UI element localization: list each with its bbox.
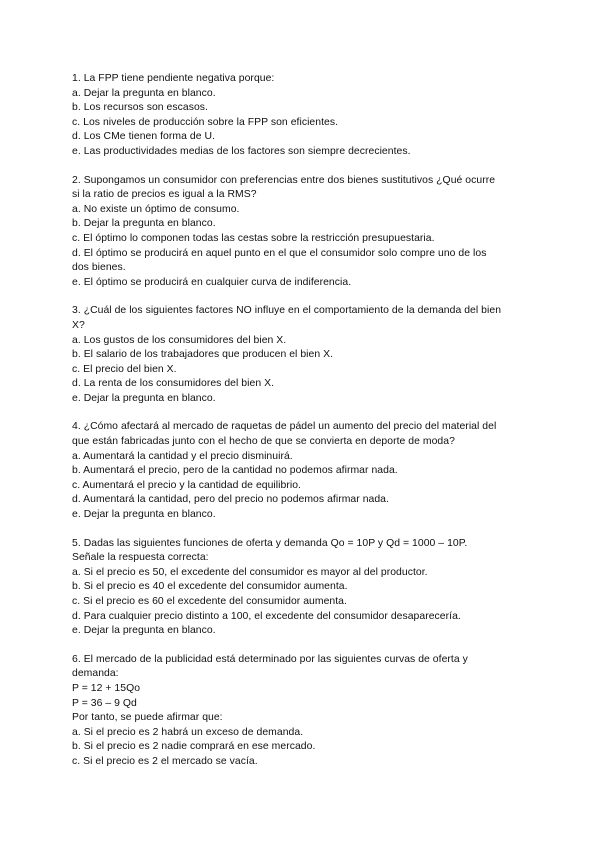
- question-1: [72, 72, 532, 160]
- supply-equation: P = 12 + 15Qo: [72, 682, 141, 694]
- question-text: 4. ¿Cómo afectará al mercado de raquetas de pádel un aumento del precio del material del: [72, 421, 497, 433]
- option-a: a. Si el precio es 50, el excedente del consumidor es mayor al del productor.: [72, 566, 428, 578]
- question-text: 2. Supongamos un consumidor con preferencias entre dos bienes sustitutivos ¿Qué ocurre: [72, 174, 496, 186]
- option-e: e. Dejar la pregunta en blanco.: [72, 509, 216, 521]
- option-a: a. Los gustos de los consumidores del bien X.: [72, 334, 287, 346]
- option-a: a. No existe un óptimo de consumo.: [72, 203, 240, 215]
- option-d: d. La renta de los consumidores del bien X.: [72, 378, 275, 390]
- question-text: 1. La FPP tiene pendiente negativa porque:: [72, 73, 275, 84]
- option-a: a. Si el precio es 2 habrá un exceso de demanda.: [72, 726, 304, 738]
- option-c: c. Aumentará el precio y la cantidad de equilibrio.: [72, 479, 301, 491]
- option-d: d. Para cualquier precio distinto a 100, el excedente del consumidor desaparecería.: [72, 610, 461, 622]
- question-text-continued: demanda:: [72, 668, 119, 680]
- option-c: c. Si el precio es 60 el excedente del consumidor aumenta.: [72, 596, 347, 607]
- question-prompt: Por tanto, se puede afirmar que:: [72, 712, 223, 724]
- option-c: c. Si el precio es 2 el mercado se vacía.: [72, 755, 258, 767]
- exam-page: [72, 72, 532, 784]
- option-b: b. Si el precio es 40 el excedente del consumidor aumenta.: [72, 581, 348, 593]
- demand-equation: P = 36 – 9 Qd: [72, 697, 137, 709]
- option-d: d. El óptimo se producirá en aquel punto en el que el consumidor solo compre uno de los: [72, 247, 487, 259]
- option-b: b. Si el precio es 2 nadie comprará en ese mercado.: [72, 741, 316, 753]
- question-3: [72, 304, 532, 406]
- question-text-continued: que están fabricadas junto con el hecho de que se convierta en deporte de moda?: [72, 436, 455, 448]
- question-text: 3. ¿Cuál de los siguientes factores NO influye en el comportamiento de la demanda del bien: [72, 305, 502, 317]
- option-e: e. Dejar la pregunta en blanco.: [72, 625, 216, 637]
- option-b: b. El salario de los trabajadores que producen el bien X.: [72, 349, 334, 361]
- option-a: a. Dejar la pregunta en blanco.: [72, 87, 216, 99]
- question-6: [72, 653, 532, 770]
- option-e: e. Las productividades medias de los factores son siempre decrecientes.: [72, 145, 411, 157]
- question-text-continued: Señale la respuesta correcta:: [72, 552, 209, 564]
- question-text-continued: X?: [72, 319, 85, 331]
- question-2: [72, 174, 532, 291]
- option-e: e. El óptimo se producirá en cualquier curva de indiferencia.: [72, 276, 352, 288]
- question-4: [72, 420, 532, 522]
- option-b: b. Dejar la pregunta en blanco.: [72, 218, 216, 230]
- option-c: c. Los niveles de producción sobre la FPP son eficientes.: [72, 116, 339, 128]
- question-5: [72, 537, 532, 639]
- option-c: c. El precio del bien X.: [72, 363, 177, 375]
- question-text-continued: si la ratio de precios es igual a la RMS?: [72, 189, 257, 201]
- option-a: a. Aumentará la cantidad y el precio disminuirá.: [72, 450, 293, 462]
- question-text: 6. El mercado de la publicidad está determinado por las siguientes curvas de oferta y: [72, 653, 468, 665]
- option-b: b. Aumentará el precio, pero de la cantidad no podemos afirmar nada.: [72, 465, 398, 477]
- option-d: d. Los CMe tienen forma de U.: [72, 131, 215, 143]
- option-d-continued: dos bienes.: [72, 262, 126, 274]
- option-c: c. El óptimo lo componen todas las cestas sobre la restricción presupuestaria.: [72, 232, 435, 244]
- option-b: b. Los recursos son escasos.: [72, 102, 208, 114]
- option-e: e. Dejar la pregunta en blanco.: [72, 392, 216, 404]
- question-text: 5. Dadas las siguientes funciones de oferta y demanda Qo = 10P y Qd = 1000 – 10P.: [72, 537, 468, 549]
- option-d: d. Aumentará la cantidad, pero del precio no podemos afirmar nada.: [72, 494, 389, 506]
